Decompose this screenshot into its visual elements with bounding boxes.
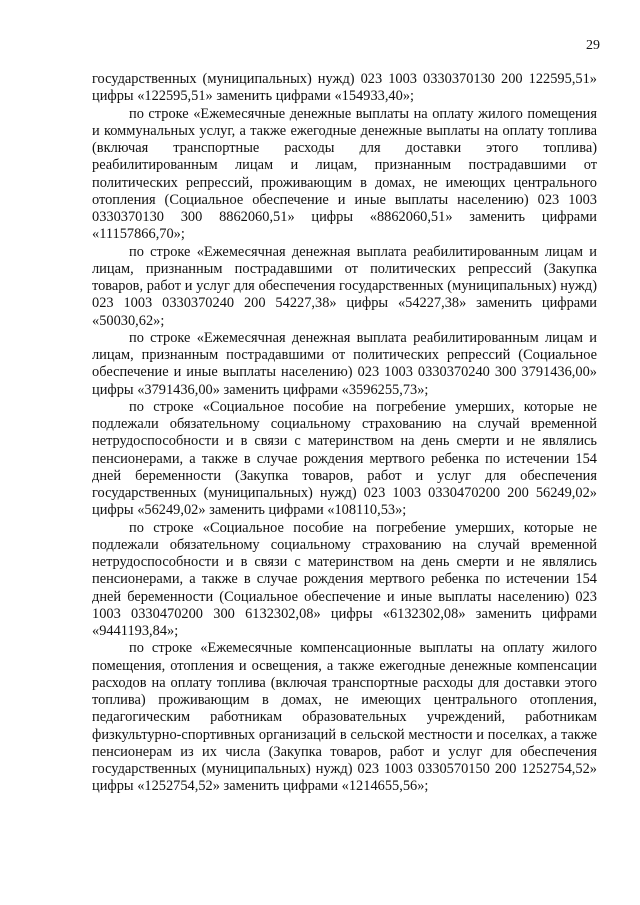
paragraph-amendment: по строке «Ежемесячная денежная выплата реабилитированным лицам и лицам, признанным пострадавшими от политических репрессий (Закупка товаров, работ и услуг для обеспечения государственных (муниципальных) нужд) 023 1003 0330370240 200 54227,38» цифры «54227,38» заменить цифрами «50030,62»; [92,243,597,329]
paragraph-amendment: по строке «Социальное пособие на погребение умерших, которые не подлежали обязательному социальному страхованию на случай временной нетрудоспособности и в связи с материнством на день смерти и не являлись пенсионерами, а также в случае рождения мертвого ребенка по истечении 154 дней беременности (Социальное обеспечение и иные выплаты населению) 023 1003 0330470200 300 6132302,08» цифры «6132302,08» заменить цифрами «9441193,84»; [92,519,597,639]
paragraph-amendment: по строке «Социальное пособие на погребение умерших, которые не подлежали обязательному социальному страхованию на случай временной нетрудоспособности и в связи с материнством на день смерти и не являлись пенсионерами, а также в случае рождения мертвого ребенка по истечении 154 дней беременности (Закупка товаров, работ и услуг для обеспечения государственных (муниципальных) нужд) 023 1003 0330470200 200 56249,02» цифры «56249,02» заменить цифрами «108110,53»; [92,398,597,519]
paragraph-amendment: по строке «Ежемесячные компенсационные выплаты на оплату жилого помещения, отопления и освещения, а также ежегодные денежные компенсации расходов на оплату топлива (включая транспортные расходы для доставки этого топлива) проживающим в домах, не имеющих центрального отопления, педагогическим работникам образовательных учреждений, работникам физкультурно-спортивных организаций в сельской местности и поселках, а также пенсионерам из их числа (Закупка товаров, работ и услуг для обеспечения государственных (муниципальных) нужд) 023 1003 0330570150 200 1252754,52» цифры «1252754,52» заменить цифрами «1214655,56»; [92,640,597,795]
paragraph-amendment: по строке «Ежемесячные денежные выплаты на оплату жилого помещения и коммунальных услуг, а также ежегодные денежные выплаты на оплату топлива (включая транспортные расходы для доставки этого топлива) реабилитированным лицам и лицам, признанным пострадавшими от политических репрессий, проживающим в домах, не имеющих центрального отопления (Социальное обеспечение и иные выплаты населению) 023 1003 0330370130 300 8862060,51» цифры «8862060,51» заменить цифрами «11157866,70»; [92,105,597,243]
paragraph-continuation: государственных (муниципальных) нужд) 023 1003 0330370130 200 122595,51» цифры «122595,51» заменить цифрами «154933,40»; [92,71,597,105]
page-number: 29 [586,38,600,53]
document-body [92,71,597,796]
paragraph-amendment: по строке «Ежемесячная денежная выплата реабилитированным лицам и лицам, признанным пострадавшими от политических репрессий (Социальное обеспечение и иные выплаты населению) 023 1003 0330370240 300 3791436,00» цифры «3791436,00» заменить цифрами «3596255,73»; [92,329,597,398]
